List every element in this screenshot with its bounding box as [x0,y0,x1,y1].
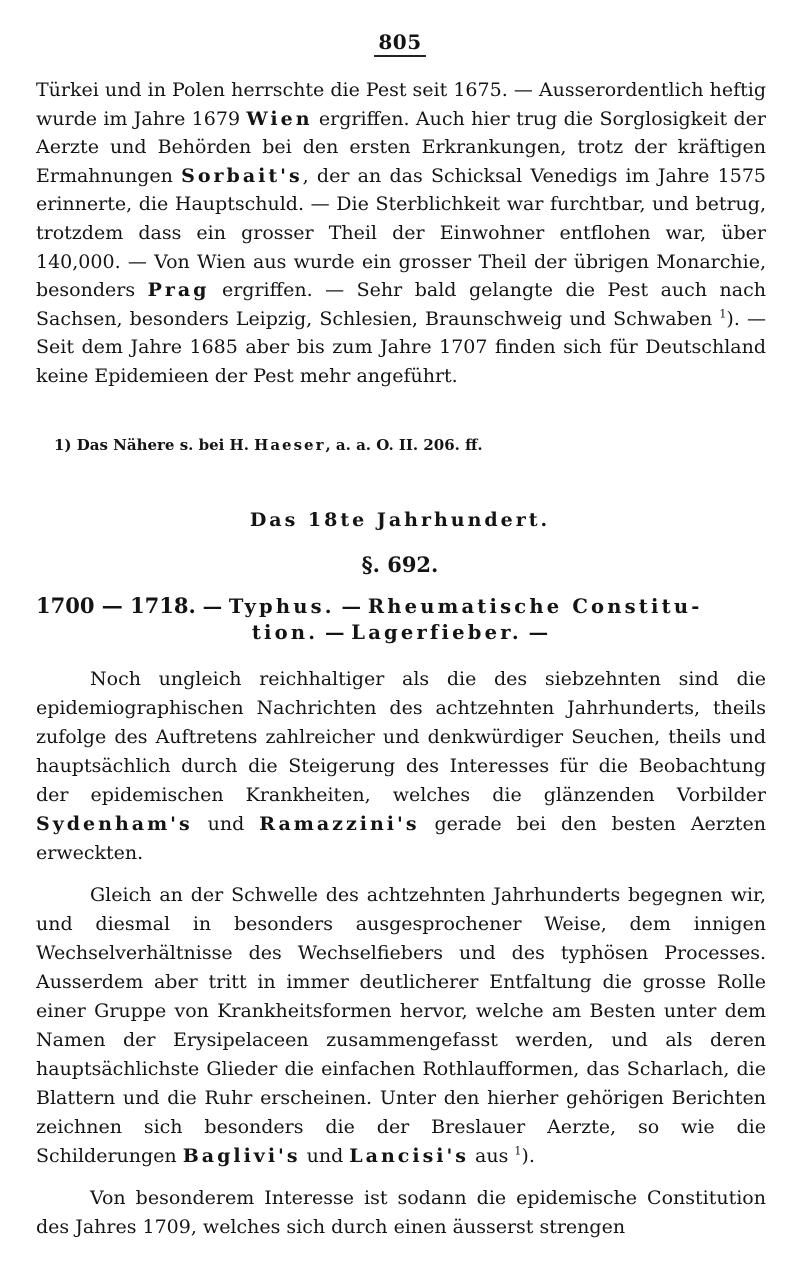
spaced-name-sydenham: Sydenham's [36,813,193,835]
spaced-name-sorbait: Sorbait's [181,164,303,187]
subheading-rheumatische: Rheumatische Constitu- [367,595,703,618]
footnote-author: Haeser [254,436,326,454]
subheading-line-1: 1700 — 1718. — Typhus. — Rheumatische Constitu- [36,593,703,618]
section-title: Das 18te Jahrhundert. [249,509,551,531]
paragraph-1: Noch ungleich reichhaltiger als die des siebzehnten sind die epidemiographischen Nachrichten des achtzehnten Jahrhunderts, theils zufolge des Auftretens zahlreicher und denkwürdiger Seuchen, theils und hauptsächlich durch die Steigerung des Interesses für die Beobachtung der epidemischen Krankheiten, welches die glänzenden Vorbilder Sydenham's und Ramazzini's gerade bei den besten Aerzten erweckten. [36,668,766,864]
section-number: §. 692. [361,552,439,577]
spaced-name-ramazzini: Ramazzini's [259,813,420,835]
footnote-reference: 1 [514,1144,522,1158]
spaced-name-prag: Prag [147,279,210,302]
subheading-years: 1700 — 1718. [36,593,196,618]
subheading-lagerfieber: Lagerfieber. [351,621,522,644]
subheading-line-2: tion. — Lagerfieber. — [251,621,549,644]
continued-paragraph: Türkei und in Polen herrschte die Pest seit 1675. — Ausserordentlich heftig wurde im Jahre 1679 Wien ergriffen. Auch hier trug die Sorglosigkeit der Aerzte und Behörden bei den ersten Erkrankungen, trotz der kräftigen Ermahnungen Sorbait's, der an das Schicksal Venedigs im Jahre 1575 erinnerte, die Hauptschuld. — Die Sterblichkeit war furchtbar, und betrug, trotzdem dass ein grosser Theil der Einwohner entflohen war, über 140,000. — Von Wien aus wurde ein grosser Theil der übrigen Monarchie, besonders Prag ergriffen. — Sehr bald gelangte die Pest auch nach Sachsen, besonders Leipzig, Schlesien, Braunschweig und Schwaben $^1$). — Seit dem Jahre 1685 aber bis zum Jahre 1707 finden sich für Deutschland keine Epidemieen der Pest mehr angeführt. [36,79,767,387]
footnote: 1) Das Nähere s. bei H. Haeser, a. a. O. II. 206. ff. [54,436,483,454]
spaced-name-lancisi: Lancisi's [349,1145,469,1167]
page-number: 805 [0,30,800,57]
paragraph-2: Gleich an der Schwelle des achtzehnten Jahrhunderts begegnen wir, und diesmal in besonders ausgesprochener Weise, dem innigen Wechselverhältnisse des Wechselfiebers und des typhösen Processes. Ausserdem aber tritt in immer deutlicherer Entfaltung die grosse Rolle einer Gruppe von Krankheitsformen hervor, welche am Besten unter dem Namen der Erysipelaceen zusammengefasst werden, und als deren hauptsächlichste Glieder die einfachen Rothlaufformen, das Scharlach, die Blattern und die Ruhr erscheinen. Unter den hierher gehörigen Berichten zeichnen sich besonders die der Breslauer Aerzte, so wie die Schilderungen Baglivi's und Lancisi's aus $^1$). [36,884,766,1167]
spaced-name-baglivi: Baglivi's [182,1145,301,1167]
subheading-typhus: Typhus. [228,595,335,618]
spaced-name-wien: Wien [246,107,313,130]
paragraph-3: Von besonderem Interesse ist sodann die epidemische Constitution des Jahres 1709, welches sich durch einen äusserst strengen [36,1187,766,1238]
footnote-reference: 1 [719,307,727,321]
